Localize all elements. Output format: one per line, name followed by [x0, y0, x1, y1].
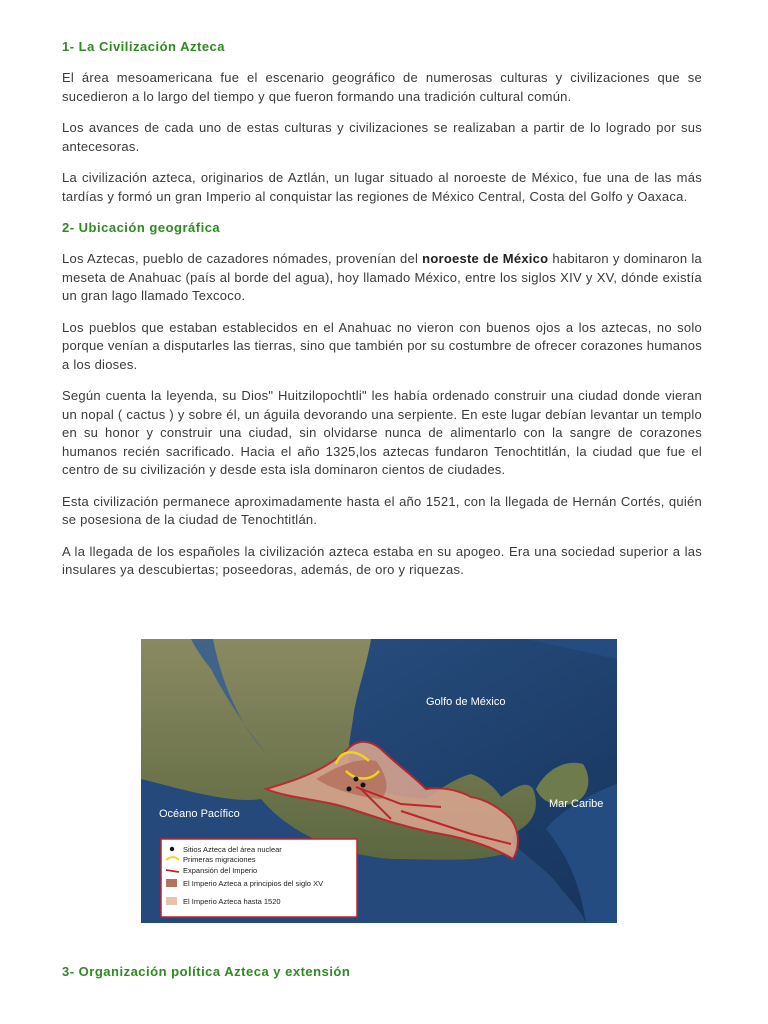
light-swatch-icon [166, 897, 177, 905]
aztec-empire-map [141, 639, 617, 923]
section-heading-1: 1- La Civilización Azteca [62, 39, 226, 54]
caribbean-label: Mar Caribe [549, 798, 604, 810]
document-body [62, 38, 702, 580]
paragraph-6: Según cuenta la leyenda, su Dios" Huitzilopochtli" les había ordenado construir una ciudad donde vieran un nopal ( cactus ) y sobre él, un águila devorando una serpiente. En este lugar debían levantar un templo en su honor y construir una ciudad, sin olvidarse nunca de alimentarlo con la sangre de corazones humanos recién sacrificado. Hacia el año 1325,los aztecas fundaron Tenochtitlán, la ciudad que fue el centro de su civilización y desde esta isla dominaron cientos de ciudades. [62, 388, 702, 477]
paragraph-1: El área mesoamericana fue el escenario geográfico de numerosas culturas y civilizaciones que se sucedieron a lo largo del tiempo y que fueron formando una tradición cultural común. [62, 70, 702, 104]
paragraph-2: Los avances de cada uno de estas culturas y civilizaciones se realizaban a partir de lo logrado por sus antecesoras. [62, 120, 702, 154]
nuclear-site-3 [347, 787, 352, 792]
paragraph-4-start: Los Aztecas, pueblo de cazadores nómades, provenían del [62, 251, 423, 266]
legend-label-5: El Imperio Azteca hasta 1520 [183, 897, 281, 906]
paragraph-4-end: habitaron y dominaron la meseta de Anahuac (país al borde del agua), hoy llamado México, entre los siglos XIV y XV, dónde existía un gran lago llamado Texcoco. [62, 251, 702, 303]
legend-label-2: Primeras migraciones [183, 855, 256, 864]
legend-label-3: Expansión del Imperio [183, 866, 258, 875]
paragraph-5: Los pueblos que estaban establecidos en el Anahuac no vieron con buenos ojos a los aztecas, no solo porque venían a disputarles las tierras, sino que también por su costumbre de ofrecer corazones humanos a los dioses. [62, 319, 702, 372]
section-heading-3: 3- Organización política Azteca y extensión [62, 964, 351, 979]
paragraph-7: Esta civilización permanece aproximadamente hasta el año 1521, con la llegada de Hernán Cortés, quién se posesiona de la ciudad de Tenochtitlán. [62, 493, 702, 527]
dark-swatch-icon [166, 879, 177, 887]
nuclear-site-2 [361, 783, 366, 788]
paragraph-8: A la llegada de los españoles la civilización azteca estaba en su apogeo. Era una sociedad superior a las insulares ya descubiertas; poseedoras, además, de oro y riquezas. [62, 543, 702, 577]
pacific-label: Océano Pacífico [159, 808, 240, 820]
map-figure [141, 639, 617, 923]
paragraph-4 [62, 250, 702, 306]
legend-label-4: El Imperio Azteca a principios del siglo XV [183, 879, 324, 888]
section-heading-2: 2- Ubicación geográfica [62, 220, 221, 235]
legend-label-1: Sitios Azteca del área nuclear [183, 845, 282, 854]
map-legend [161, 839, 357, 917]
paragraph-3: La civilización azteca, originarios de Aztlán, un lugar situado al noroeste de México, fue una de las más tardías y formó un gran Imperio al conquistar las regiones de México Central, Costa del Golfo y Oaxaca. [62, 170, 702, 204]
dot-icon [170, 847, 174, 851]
gulf-label: Golfo de México [426, 696, 506, 708]
nuclear-site-1 [354, 777, 359, 782]
paragraph-4-bold: noroeste de México [422, 251, 549, 266]
